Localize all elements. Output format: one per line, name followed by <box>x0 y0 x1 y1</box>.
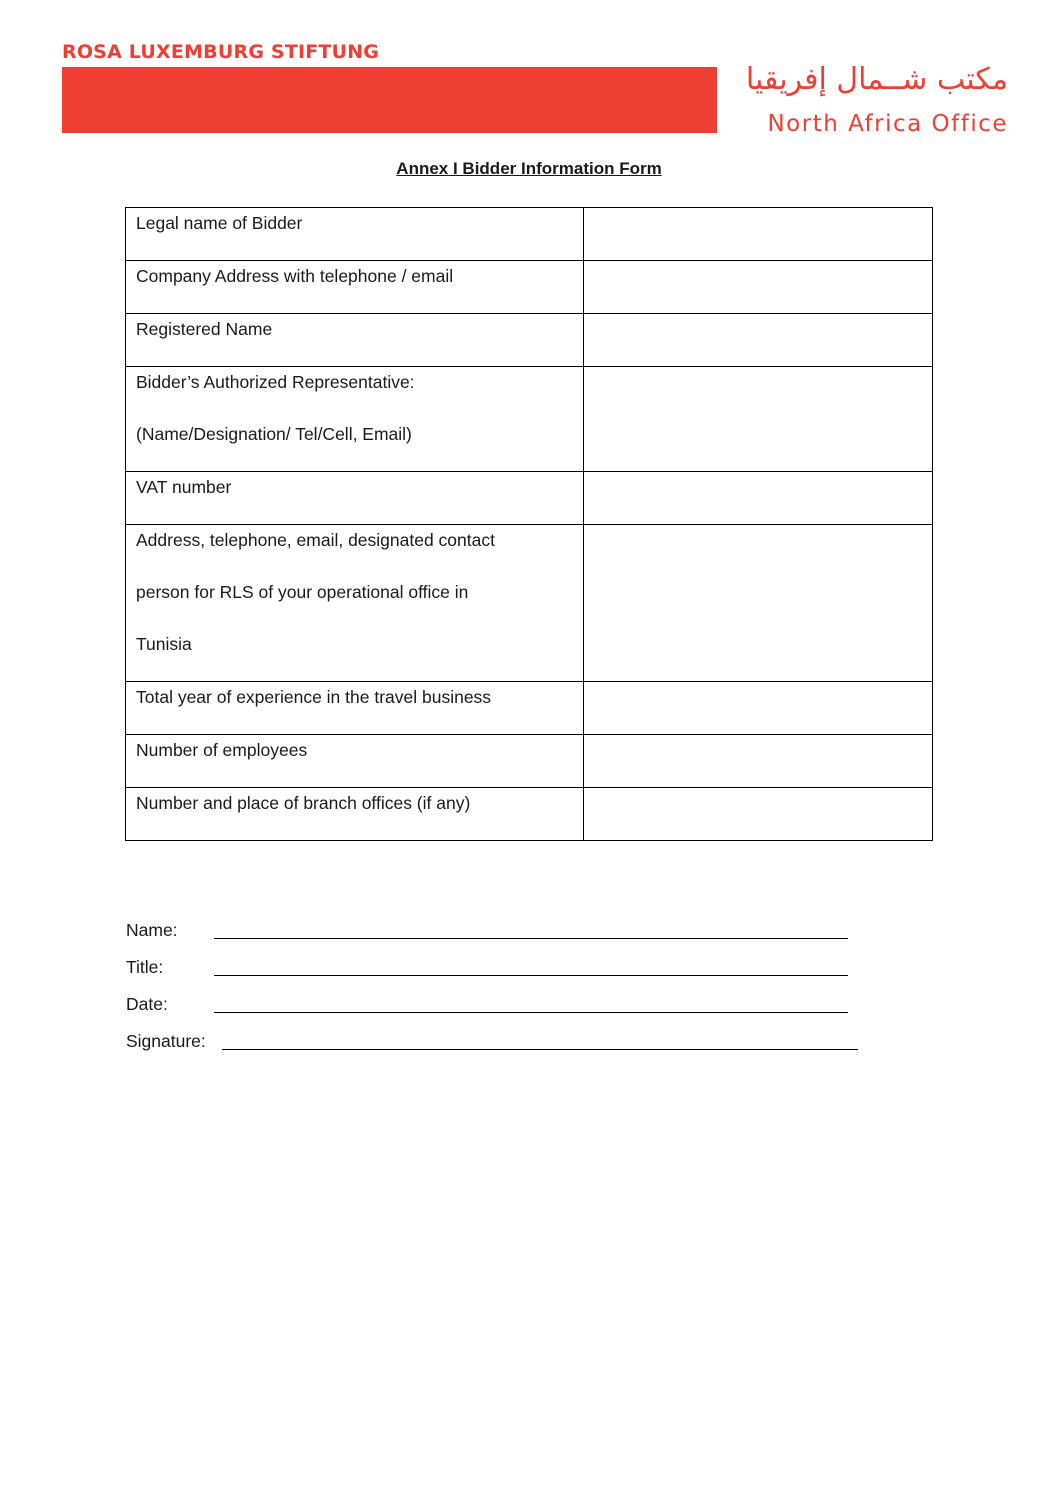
title-label: Title: <box>126 957 164 977</box>
row-label: Registered Name <box>136 319 273 339</box>
row-label: Company Address with telephone / email <box>136 266 454 286</box>
brand-bar <box>62 67 717 133</box>
org-name: ROSA LUXEMBURG STIFTUNG <box>62 41 380 63</box>
company-address-field[interactable] <box>584 261 933 314</box>
page-title: Annex I Bidder Information Form <box>396 159 662 178</box>
signature-block <box>126 916 866 1064</box>
table-row <box>126 367 933 472</box>
employees-field[interactable] <box>584 735 933 788</box>
row-label: Address, telephone, email, designated contact person for RLS of your operational office in Tunisia <box>136 530 495 654</box>
office-name: North Africa Office <box>767 111 1008 137</box>
signature-line[interactable] <box>222 1049 858 1050</box>
table-row <box>126 788 933 841</box>
row-label: Legal name of Bidder <box>136 213 303 233</box>
experience-field[interactable] <box>584 682 933 735</box>
row-label-cell <box>126 367 584 472</box>
title-row <box>126 953 866 990</box>
table-row <box>126 525 933 682</box>
bidder-info-table <box>125 207 933 841</box>
name-line[interactable] <box>214 938 848 939</box>
row-label: Total year of experience in the travel business <box>136 687 492 707</box>
row-label: VAT number <box>136 477 232 497</box>
office-name-arabic: مكتب شــمال إفريقيا <box>745 62 1008 97</box>
operational-office-field[interactable] <box>584 525 933 682</box>
branch-offices-field[interactable] <box>584 788 933 841</box>
vat-number-field[interactable] <box>584 472 933 525</box>
name-label: Name: <box>126 920 178 940</box>
row-label: Bidder’s Authorized Representative: (Name/Designation/ Tel/Cell, Email) <box>136 372 415 444</box>
date-row <box>126 990 866 1027</box>
date-label: Date: <box>126 994 168 1014</box>
signature-row <box>126 1027 866 1064</box>
name-row <box>126 916 866 953</box>
title-line[interactable] <box>214 975 848 976</box>
registered-name-field[interactable] <box>584 314 933 367</box>
date-line[interactable] <box>214 1012 848 1013</box>
authorized-representative-field[interactable] <box>584 367 933 472</box>
row-label: Number and place of branch offices (if any) <box>136 793 471 813</box>
signature-label: Signature: <box>126 1031 206 1051</box>
row-label: Number of employees <box>136 740 308 760</box>
row-label-cell <box>126 788 584 841</box>
row-label-cell <box>126 525 584 682</box>
legal-name-field[interactable] <box>584 208 933 261</box>
